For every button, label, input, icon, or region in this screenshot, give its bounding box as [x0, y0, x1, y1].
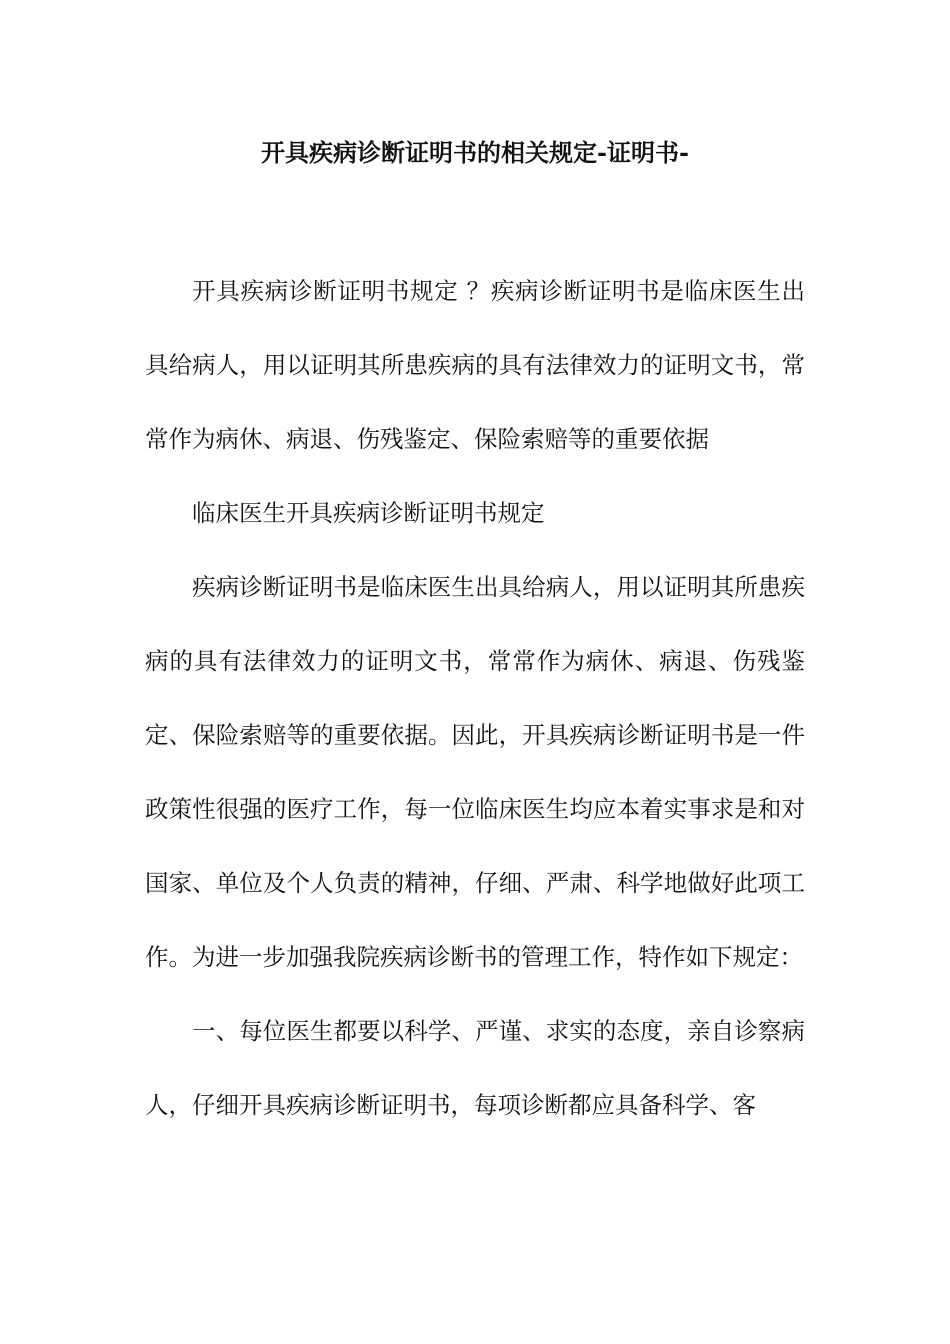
paragraph-main: 疾病诊断证明书是临床医生出具给病人，用以证明其所患疾病的具有法律效力的证明文书，常常作为病休、病退、伤残鉴定、保险索赔等的重要依据。因此，开具疾病诊断证明书是一件政策性很强的医疗工作，每一位临床医生均应本着实事求是和对国家、单位及个人负责的精神，仔细、严肃、科学地做好此项工作。为进一步加强我院疾病诊断书的管理工作，特作如下规定：	[145, 573, 805, 971]
document-title: 开具疾病诊断证明书的相关规定-证明书-	[261, 138, 689, 167]
paragraph-rule-one: 一、每位医生都要以科学、严谨、求实的态度，亲自诊察病人，仔细开具疾病诊断证明书，每项诊断都应具备科学、客	[145, 1017, 805, 1119]
paragraph-subheading: 临床医生开具疾病诊断证明书规定	[192, 499, 545, 527]
document-page	[145, 0, 805, 1344]
document-body	[145, 254, 805, 1142]
paragraph-intro: 开具疾病诊断证明书规定 ？疾病诊断证明书是临床医生出具给病人，用以证明其所患疾病的具有法律效力的证明文书，常常作为病休、病退、伤残鉴定、保险索赔等的重要依据	[145, 277, 805, 453]
